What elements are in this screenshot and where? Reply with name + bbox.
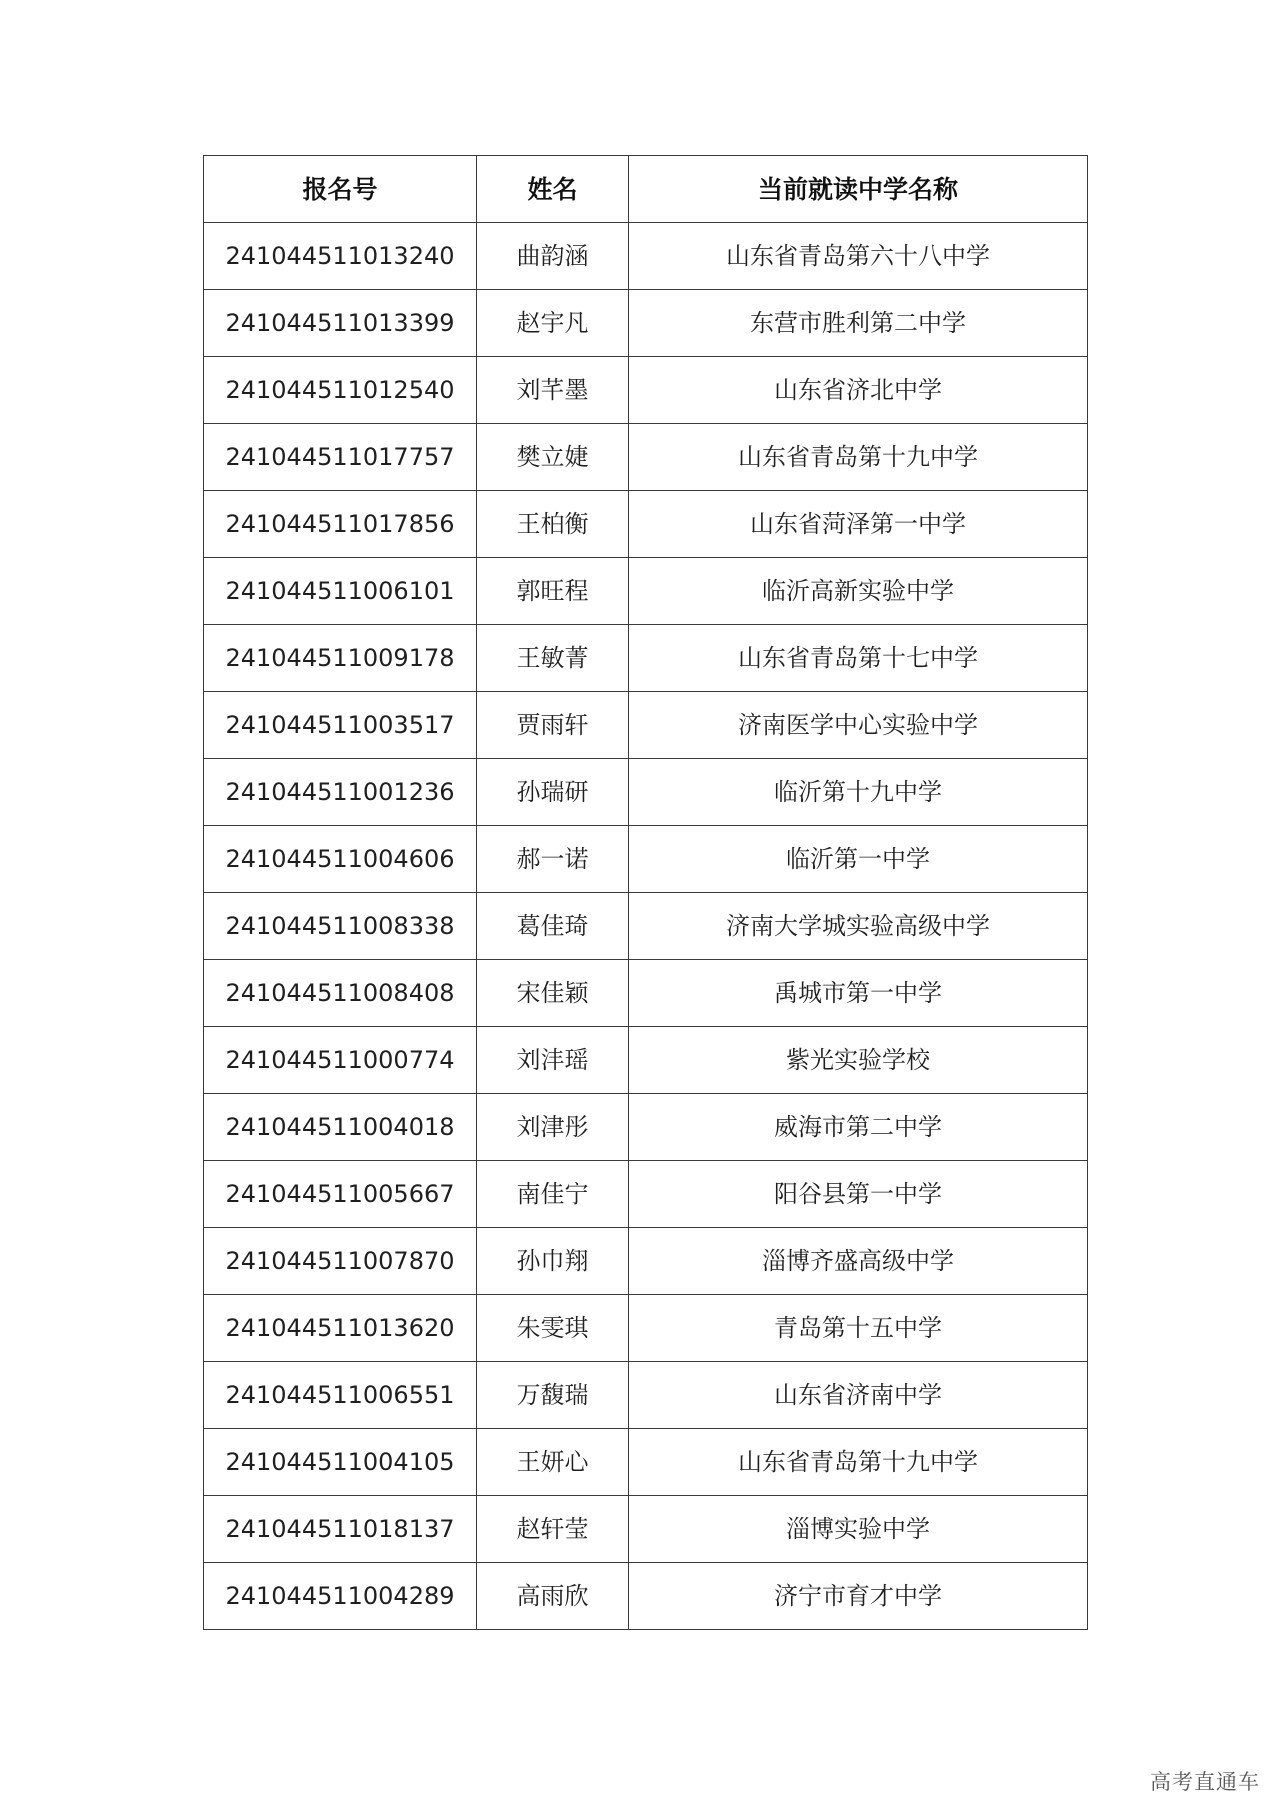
school-name-cell: 威海市第二中学 (629, 1094, 1088, 1161)
student-name-cell: 王柏衡 (477, 491, 629, 558)
registration-number-cell: 241044511008408 (204, 960, 477, 1027)
school-name-cell: 阳谷县第一中学 (629, 1161, 1088, 1228)
student-name-cell: 郝一诺 (477, 826, 629, 893)
student-name-cell: 郭旺程 (477, 558, 629, 625)
registration-number-cell: 241044511007870 (204, 1228, 477, 1295)
registration-number-cell: 241044511013620 (204, 1295, 477, 1362)
registration-number-cell: 241044511017757 (204, 424, 477, 491)
student-name-cell: 南佳宁 (477, 1161, 629, 1228)
watermark-text: 高考直通车 (1150, 1770, 1260, 1794)
table-row (204, 1027, 1088, 1094)
table-row (204, 960, 1088, 1027)
school-name-cell: 临沂第十九中学 (629, 759, 1088, 826)
table-row (204, 1496, 1088, 1563)
school-name-cell: 淄博齐盛高级中学 (629, 1228, 1088, 1295)
registration-number-cell: 241044511001236 (204, 759, 477, 826)
table-row (204, 625, 1088, 692)
registration-number-cell: 241044511017856 (204, 491, 477, 558)
registration-number-cell: 241044511013399 (204, 290, 477, 357)
registration-number-cell: 241044511008338 (204, 893, 477, 960)
table-row (204, 1563, 1088, 1630)
registration-number-cell: 241044511006101 (204, 558, 477, 625)
school-name-cell: 山东省菏泽第一中学 (629, 491, 1088, 558)
student-name-cell: 高雨欣 (477, 1563, 629, 1630)
registration-number-cell: 241044511004606 (204, 826, 477, 893)
student-name-cell: 宋佳颖 (477, 960, 629, 1027)
registration-number-cell: 241044511004105 (204, 1429, 477, 1496)
student-name-cell: 朱雯琪 (477, 1295, 629, 1362)
table-row (204, 223, 1088, 290)
registration-number-cell: 241044511018137 (204, 1496, 477, 1563)
registration-number-cell: 241044511009178 (204, 625, 477, 692)
school-name-cell: 山东省青岛第六十八中学 (629, 223, 1088, 290)
table-row (204, 491, 1088, 558)
student-name-cell: 王妍心 (477, 1429, 629, 1496)
table-row (204, 759, 1088, 826)
header-school-name: 当前就读中学名称 (629, 156, 1088, 223)
table-row (204, 1161, 1088, 1228)
registration-number-cell: 241044511000774 (204, 1027, 477, 1094)
table-row (204, 357, 1088, 424)
student-name-cell: 葛佳琦 (477, 893, 629, 960)
table-row (204, 692, 1088, 759)
table-header-row (204, 156, 1088, 223)
student-name-cell: 刘芊墨 (477, 357, 629, 424)
school-name-cell: 青岛第十五中学 (629, 1295, 1088, 1362)
school-name-cell: 临沂第一中学 (629, 826, 1088, 893)
table-row (204, 1228, 1088, 1295)
student-name-cell: 赵轩莹 (477, 1496, 629, 1563)
school-name-cell: 禹城市第一中学 (629, 960, 1088, 1027)
student-name-cell: 樊立婕 (477, 424, 629, 491)
school-name-cell: 山东省济北中学 (629, 357, 1088, 424)
student-name-cell: 王敏菁 (477, 625, 629, 692)
header-registration-number: 报名号 (204, 156, 477, 223)
student-name-cell: 刘沣瑶 (477, 1027, 629, 1094)
registration-number-cell: 241044511006551 (204, 1362, 477, 1429)
table-row (204, 424, 1088, 491)
school-name-cell: 山东省青岛第十九中学 (629, 1429, 1088, 1496)
student-name-cell: 孙瑞研 (477, 759, 629, 826)
table-row (204, 1362, 1088, 1429)
table-row (204, 1429, 1088, 1496)
table-row (204, 1295, 1088, 1362)
school-name-cell: 东营市胜利第二中学 (629, 290, 1088, 357)
student-name-cell: 刘津彤 (477, 1094, 629, 1161)
student-name-cell: 曲韵涵 (477, 223, 629, 290)
registration-number-cell: 241044511005667 (204, 1161, 477, 1228)
school-name-cell: 济南大学城实验高级中学 (629, 893, 1088, 960)
school-name-cell: 紫光实验学校 (629, 1027, 1088, 1094)
school-name-cell: 临沂高新实验中学 (629, 558, 1088, 625)
school-name-cell: 山东省青岛第十七中学 (629, 625, 1088, 692)
registration-number-cell: 241044511013240 (204, 223, 477, 290)
header-name: 姓名 (477, 156, 629, 223)
table-row (204, 826, 1088, 893)
school-name-cell: 淄博实验中学 (629, 1496, 1088, 1563)
registration-number-cell: 241044511003517 (204, 692, 477, 759)
student-name-cell: 万馥瑞 (477, 1362, 629, 1429)
school-name-cell: 山东省济南中学 (629, 1362, 1088, 1429)
registration-number-cell: 241044511012540 (204, 357, 477, 424)
school-name-cell: 济宁市育才中学 (629, 1563, 1088, 1630)
admission-roster-table (203, 155, 1088, 1630)
table-row (204, 893, 1088, 960)
school-name-cell: 济南医学中心实验中学 (629, 692, 1088, 759)
table-row (204, 558, 1088, 625)
student-name-cell: 孙巾翔 (477, 1228, 629, 1295)
student-name-cell: 赵宇凡 (477, 290, 629, 357)
student-name-cell: 贾雨轩 (477, 692, 629, 759)
registration-number-cell: 241044511004289 (204, 1563, 477, 1630)
table-row (204, 1094, 1088, 1161)
registration-number-cell: 241044511004018 (204, 1094, 477, 1161)
school-name-cell: 山东省青岛第十九中学 (629, 424, 1088, 491)
table-row (204, 290, 1088, 357)
